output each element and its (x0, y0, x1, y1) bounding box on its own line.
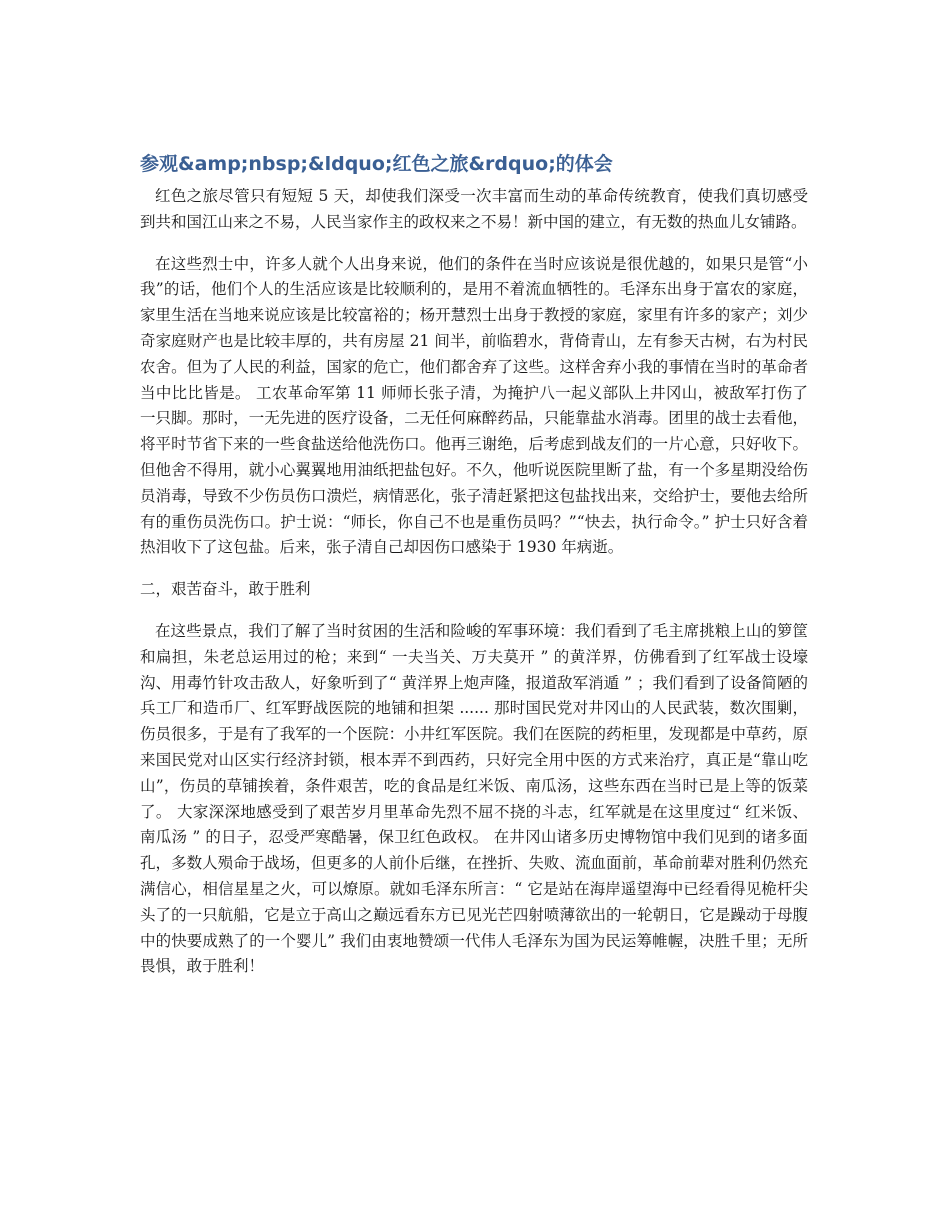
page-title: 参观&amp;nbsp;&ldquo;红色之旅&rdquo;的体会 (140, 153, 613, 175)
paragraph-martyrs: 在这些烈士中，许多人就个人出身来说，他们的条件在当时应该说是很优越的，如果只是管“小我”的话，他们个人的生活应该是比较顺利的，是用不着流血牺牲的。毛泽东出身于富农的家庭，家里生活在当地来说应该是比较富裕的；杨开慧烈士出身于教授的家庭，家里有许多的家产；刘少奇家庭财产也是比较丰厚的，共有房屋 21 间半，前临碧水，背倚青山，左有参天古树，右为村民农舍。但为了人民的利益，国家的危亡，他们都舍弃了这些。这样舍弃小我的事情在当时的革命者当中比比皆是。 工农革命军第 11 师师长张子清，为掩护八一起义部队上井冈山，被敌军打伤了一只脚。那时，一无先进的医疗设备，二无任何麻醉药品，只能靠盐水消毒。团里的战士去看他，将平时节省下来的一些食盐送给他洗伤口。他再三谢绝，后考虑到战友们的一片心意，只好收下。但他舍不得用，就小心翼翼地用油纸把盐包好。不久，他听说医院里断了盐，有一个多星期没给伤员消毒，导致不少伤员伤口溃烂，病情恶化，张子清赶紧把这包盐找出来，交给护士，要他去给所有的重伤员洗伤口。护士说：“师长，你自己不也是重伤员吗？”“快去，执行命令。” 护士只好含着热泪收下了这包盐。后来，张子清自己却因伤口感染于 1930 年病逝。 (140, 254, 808, 557)
document-page (140, 150, 808, 996)
section-heading-2: 二，艰苦奋斗，敢于胜利 (140, 580, 311, 599)
paragraph-hardship: 在这些景点，我们了解了当时贫困的生活和险峻的军事环境：我们看到了毛主席挑粮上山的箩筐和扁担，朱老总运用过的枪；来到“ 一夫当关、万夫莫开 ” 的黄洋界，仿佛看到了红军战士设壕沟、用毒竹针攻击敌人，好象听到了“ 黄洋界上炮声隆，报道敌军消遁 ” ；我们看到了设备简陋的兵工厂和造币厂、红军野战医院的地铺和担架 ...... 那时国民党对井冈山的人民武装，数次围剿，伤员很多，于是有了我军的一个医院：小井红军医院。我们在医院的药柜里，发现都是中草药，原来国民党对山区实行经济封锁，根本弄不到西药，只好完全用中医的方式来治疗，真正是“靠山吃山”，伤员的草铺挨着，条件艰苦，吃的食品是红米饭、南瓜汤，这些东西在当时已是上等的饭菜了。 大家深深地感受到了艰苦岁月里革命先烈不屈不挠的斗志，红军就是在这里度过“ 红米饭、南瓜汤 ” 的日子，忍受严寒酷暑，保卫红色政权。 在井冈山诸多历史博物馆中我们见到的诸多面孔，多数人殒命于战场，但更多的人前仆后继，在挫折、失败、流血面前，革命前辈对胜利仍然充满信心，相信星星之火，可以燎原。就如毛泽东所言：“ 它是站在海岸遥望海中已经看得见桅杆尖头了的一只航船，它是立于高山之巅远看东方已见光芒四射喷薄欲出的一轮朝日，它是躁动于母腹中的快要成熟了的一个婴儿” 我们由衷地赞颂一代伟人毛泽东为国为民运筹帷幄，决胜千里；无所畏惧，敢于胜利！ (140, 621, 808, 976)
paragraph-intro: 红色之旅尽管只有短短 5 天，却使我们深受一次丰富而生动的革命传统教育，使我们真切感受到共和国江山来之不易，人民当家作主的政权来之不易！新中国的建立，有无数的热血儿女铺路。 (140, 187, 808, 231)
